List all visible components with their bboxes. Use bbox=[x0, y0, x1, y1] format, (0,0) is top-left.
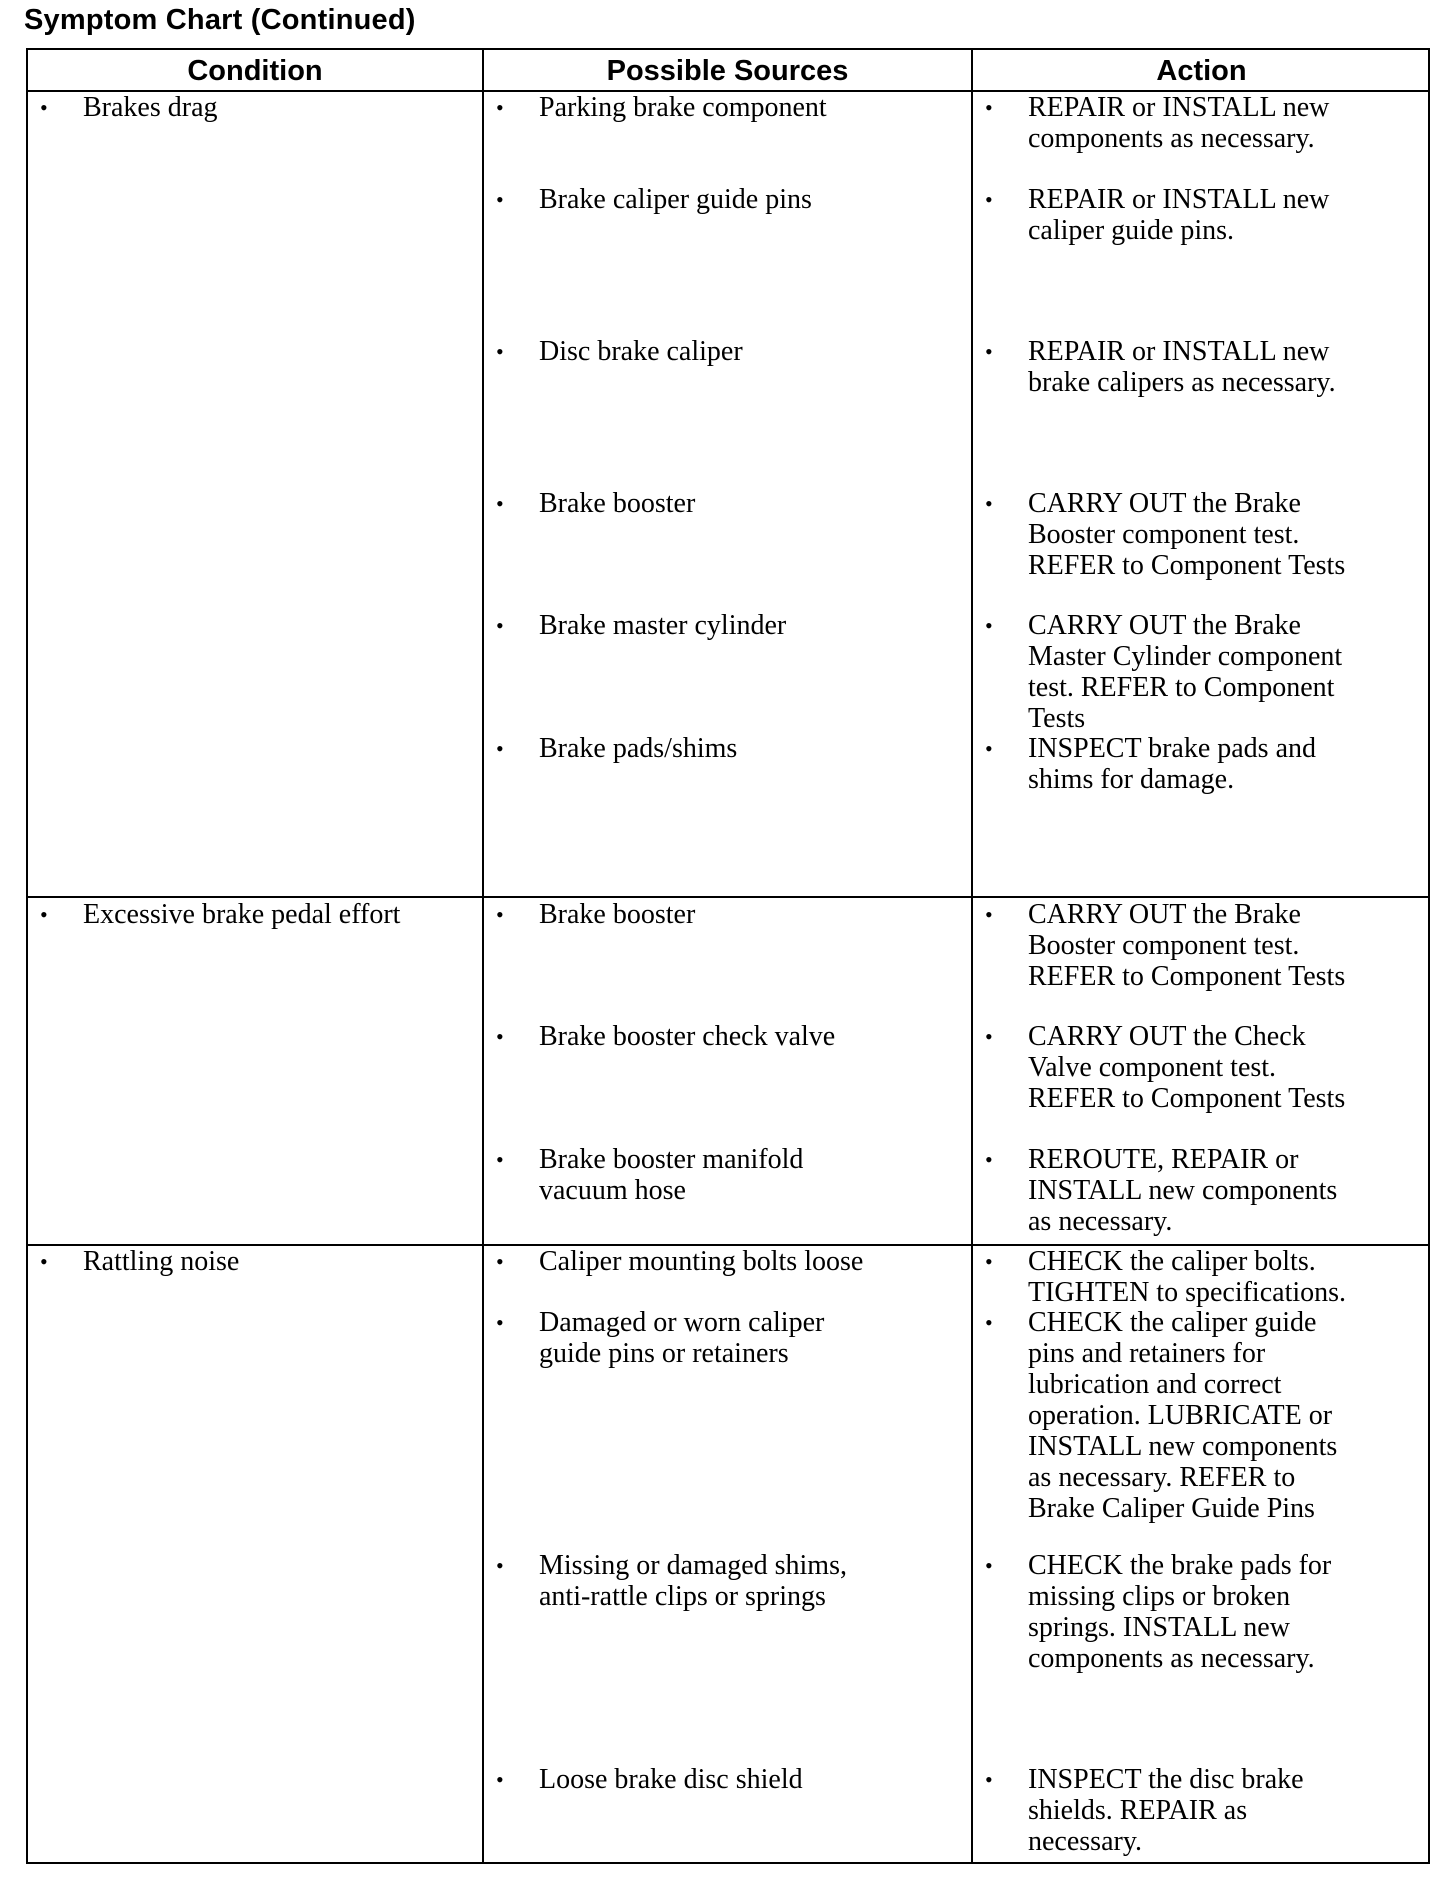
possible-source-text: Parking brake component bbox=[539, 92, 827, 123]
action-text: REROUTE, REPAIR or INSTALL new components as necessary. bbox=[1028, 1144, 1338, 1237]
possible-source-text: Brake booster bbox=[539, 488, 696, 519]
action-text: INSPECT the disc brake shields. REPAIR as necessary. bbox=[1028, 1764, 1304, 1857]
bullet-marker: • bbox=[496, 1024, 504, 1049]
bullet-marker: • bbox=[496, 613, 504, 638]
header-possible-sources: Possible Sources bbox=[606, 55, 849, 87]
bullet-marker: • bbox=[985, 1249, 993, 1274]
header-action: Action bbox=[1156, 55, 1247, 87]
bullet-marker: • bbox=[985, 1147, 993, 1172]
possible-source-text: Brake booster bbox=[539, 899, 696, 930]
bullet-marker: • bbox=[496, 1553, 504, 1578]
bullet-marker: • bbox=[985, 1767, 993, 1792]
bullet-marker: • bbox=[496, 1310, 504, 1335]
action-text: INSPECT brake pads and shims for damage. bbox=[1028, 733, 1316, 795]
bullet-marker: • bbox=[985, 339, 993, 364]
action-text: CHECK the brake pads for missing clips or broken springs. INSTALL new components as necessary. bbox=[1028, 1550, 1332, 1674]
bullet-marker: • bbox=[985, 187, 993, 212]
bullet-marker: • bbox=[496, 1249, 504, 1274]
action-text: CHECK the caliper guide pins and retainers for lubrication and correct operation. LUBRICATE or INSTALL new components as necessary. REFER to Brake Caliper Guide Pins bbox=[1028, 1307, 1338, 1524]
bullet-marker: • bbox=[496, 339, 504, 364]
possible-source-text: Damaged or worn caliper guide pins or retainers bbox=[539, 1307, 825, 1369]
possible-source-text: Brake booster manifold vacuum hose bbox=[539, 1144, 804, 1206]
bullet-marker: • bbox=[40, 902, 48, 927]
action-text: REPAIR or INSTALL new brake calipers as necessary. bbox=[1028, 336, 1336, 398]
action-text: CARRY OUT the Brake Booster component test. REFER to Component Tests bbox=[1028, 488, 1346, 581]
header-condition: Condition bbox=[187, 55, 323, 87]
bullet-marker: • bbox=[496, 1147, 504, 1172]
column-divider bbox=[482, 50, 484, 1862]
possible-source-text: Brake booster check valve bbox=[539, 1021, 836, 1052]
possible-source-text: Loose brake disc shield bbox=[539, 1764, 803, 1795]
action-text: CHECK the caliper bolts. TIGHTEN to specifications. bbox=[1028, 1246, 1347, 1308]
action-text: REPAIR or INSTALL new caliper guide pins. bbox=[1028, 184, 1330, 246]
action-text: CARRY OUT the Brake Master Cylinder component test. REFER to Component Tests bbox=[1028, 610, 1343, 734]
bullet-marker: • bbox=[496, 736, 504, 761]
symptom-table bbox=[26, 48, 1430, 1864]
possible-source-text: Missing or damaged shims, anti-rattle clips or springs bbox=[539, 1550, 847, 1612]
bullet-marker: • bbox=[985, 613, 993, 638]
action-text: REPAIR or INSTALL new components as necessary. bbox=[1028, 92, 1330, 154]
bullet-marker: • bbox=[985, 1553, 993, 1578]
bullet-marker: • bbox=[985, 491, 993, 516]
bullet-marker: • bbox=[985, 1024, 993, 1049]
possible-source-text: Brake pads/shims bbox=[539, 733, 738, 764]
possible-source-text: Caliper mounting bolts loose bbox=[539, 1246, 864, 1277]
possible-source-text: Brake caliper guide pins bbox=[539, 184, 812, 215]
condition-text: Brakes drag bbox=[83, 92, 218, 123]
bullet-marker: • bbox=[496, 902, 504, 927]
bullet-marker: • bbox=[496, 1767, 504, 1792]
bullet-marker: • bbox=[40, 1249, 48, 1274]
bullet-marker: • bbox=[496, 187, 504, 212]
condition-text: Excessive brake pedal effort bbox=[83, 899, 401, 930]
bullet-marker: • bbox=[985, 902, 993, 927]
condition-text: Rattling noise bbox=[83, 1246, 240, 1277]
possible-source-text: Brake master cylinder bbox=[539, 610, 787, 641]
bullet-marker: • bbox=[985, 95, 993, 120]
bullet-marker: • bbox=[496, 95, 504, 120]
page-title: Symptom Chart (Continued) bbox=[24, 4, 416, 36]
bullet-marker: • bbox=[985, 1310, 993, 1335]
action-text: CARRY OUT the Check Valve component test. REFER to Component Tests bbox=[1028, 1021, 1346, 1114]
bullet-marker: • bbox=[40, 95, 48, 120]
bullet-marker: • bbox=[496, 491, 504, 516]
possible-source-text: Disc brake caliper bbox=[539, 336, 743, 367]
row-divider bbox=[28, 896, 1428, 898]
column-divider bbox=[971, 50, 973, 1862]
bullet-marker: • bbox=[985, 736, 993, 761]
action-text: CARRY OUT the Brake Booster component test. REFER to Component Tests bbox=[1028, 899, 1346, 992]
